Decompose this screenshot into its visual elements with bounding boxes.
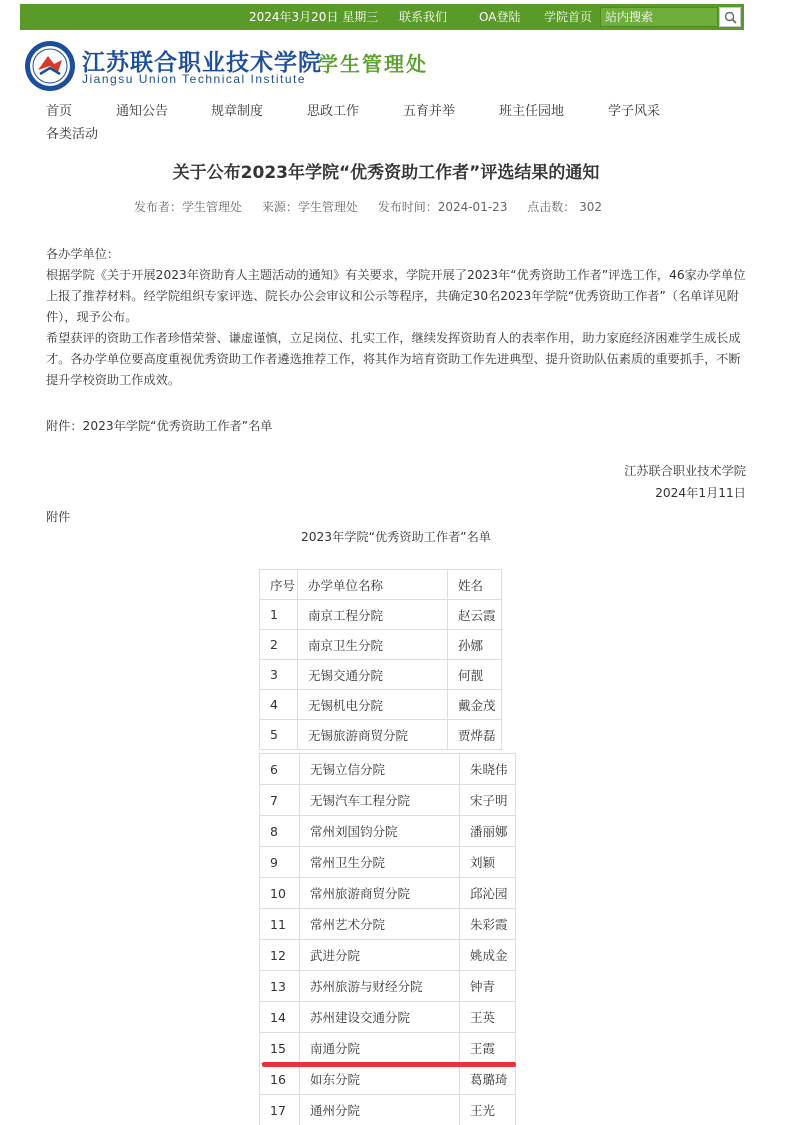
- meta-publish-time: 发布时间：2024-01-23: [377, 200, 508, 214]
- signature-date: 2024年1月11日: [655, 486, 746, 500]
- cell-unit: 南京卫生分院: [298, 630, 448, 660]
- nav-item-activities[interactable]: 各类活动: [46, 127, 99, 142]
- nav-item-regulations[interactable]: 规章制度: [211, 104, 264, 119]
- nav-item-class-teacher[interactable]: 班主任园地: [499, 104, 565, 119]
- meta-publisher: 发布者：学生管理处: [134, 200, 243, 214]
- salutation: 各办学单位：: [46, 247, 120, 261]
- cell-unit: 南京工程分院: [298, 600, 448, 630]
- paragraph-2: 希望获评的资助工作者珍惜荣誉、谦虚谨慎，立足岗位、扎实工作，继续发挥资助育人的表率作用，助力家庭经济困难学生成长成才。各办学单位要高度重视优秀资助工作者遴选推荐工作，将其作为培育资助工作先进典型、提升资助队伍素质的重要抓手，不断提升学校资助工作成效。: [46, 331, 741, 387]
- cell-name: 朱彩霞: [460, 909, 516, 940]
- cell-unit: 无锡汽车工程分院: [300, 785, 460, 816]
- cell-name: 孙娜: [448, 630, 502, 660]
- table-row: [260, 600, 502, 630]
- cell-index: 9: [260, 847, 300, 878]
- cell-unit: 常州刘国钧分院: [300, 816, 460, 847]
- cell-index: 6: [260, 754, 300, 785]
- attachment-label: 附件: [46, 510, 71, 524]
- school-name-en: Jiangsu Union Technical Institute: [82, 72, 307, 86]
- meta-source: 来源：学生管理处: [261, 200, 358, 214]
- nav-item-student-style[interactable]: 学子风采: [608, 104, 661, 119]
- search-icon: [724, 11, 737, 24]
- cell-name: 赵云霞: [448, 600, 502, 630]
- search-button[interactable]: [719, 7, 741, 27]
- table-header-row: [260, 570, 502, 600]
- signature-org: 江苏联合职业技术学院: [624, 464, 746, 478]
- list-title: 2023年学院“优秀资助工作者”名单: [301, 530, 491, 544]
- cell-unit: 武进分院: [300, 940, 460, 971]
- cell-name: 贾烨磊: [448, 720, 502, 750]
- cell-unit: 无锡立信分院: [300, 754, 460, 785]
- cell-unit: 常州旅游商贸分院: [300, 878, 460, 909]
- contact-us-link[interactable]: 联系我们: [399, 10, 448, 24]
- main-nav: [0, 98, 794, 144]
- attachment-line: 附件：2023年学院“优秀资助工作者”名单: [46, 419, 273, 433]
- current-date: 2024年3月20日 星期三: [249, 10, 379, 24]
- table-row: [260, 878, 516, 909]
- college-home-link[interactable]: 学院首页: [544, 10, 593, 24]
- cell-name: 钟青: [460, 971, 516, 1002]
- oa-login-link[interactable]: OA登陆: [479, 10, 521, 24]
- cell-index: 17: [260, 1095, 300, 1125]
- cell-unit: 无锡交通分院: [298, 660, 448, 690]
- cell-index: 4: [260, 690, 298, 720]
- cell-unit: 无锡机电分院: [298, 690, 448, 720]
- cell-unit: 无锡旅游商贸分院: [298, 720, 448, 750]
- table-row: [260, 1064, 516, 1095]
- paragraph-1: 根据学院《关于开展2023年资助育人主题活动的通知》有关要求，学院开展了2023年“优秀资助工作者”评选工作，46家办学单位上报了推荐材料。经学院组织专家评选、院长办公会审议和公示等程序，共确定30名2023年学院“优秀资助工作者”（名单详见附件），现予公布。: [46, 268, 746, 324]
- table-row: [260, 940, 516, 971]
- nav-item-five-education[interactable]: 五育并举: [403, 104, 456, 119]
- table-row: [260, 909, 516, 940]
- cell-index: 16: [260, 1064, 300, 1095]
- site-search-input[interactable]: [600, 7, 718, 27]
- cell-name: 葛璐琦: [460, 1064, 516, 1095]
- cell-name: 宋子明: [460, 785, 516, 816]
- red-underline-annotation: [262, 1062, 516, 1067]
- article-title: 关于公布2023年学院“优秀资助工作者”评选结果的通知: [172, 163, 600, 183]
- table-row: [260, 1033, 516, 1064]
- table-row: [260, 690, 502, 720]
- cell-name: 潘丽娜: [460, 816, 516, 847]
- table-row: [260, 816, 516, 847]
- table-row: [260, 660, 502, 690]
- cell-name: 姚成金: [460, 940, 516, 971]
- cell-index: 1: [260, 600, 298, 630]
- cell-unit: 常州卫生分院: [300, 847, 460, 878]
- cell-name: 刘颖: [460, 847, 516, 878]
- header-index: 序号: [260, 570, 298, 600]
- nav-item-home[interactable]: 首页: [46, 104, 73, 119]
- table-row: [260, 720, 502, 750]
- cell-name: 朱晓伟: [460, 754, 516, 785]
- awardees-table-part-1: [259, 569, 502, 750]
- header-unit: 办学单位名称: [298, 570, 448, 600]
- cell-unit: 南通分院: [300, 1033, 460, 1064]
- nav-item-notices[interactable]: 通知公告: [116, 104, 169, 119]
- cell-name: 邱沁园: [460, 878, 516, 909]
- cell-name: 何靓: [448, 660, 502, 690]
- cell-name: 王英: [460, 1002, 516, 1033]
- school-name-cn: 江苏联合职业技术学院: [82, 49, 322, 76]
- header-name: 姓名: [448, 570, 502, 600]
- cell-index: 12: [260, 940, 300, 971]
- table-row: [260, 971, 516, 1002]
- cell-unit: 苏州旅游与财经分院: [300, 971, 460, 1002]
- cell-index: 14: [260, 1002, 300, 1033]
- table-row: [260, 1002, 516, 1033]
- cell-index: 15: [260, 1033, 300, 1064]
- cell-unit: 如东分院: [300, 1064, 460, 1095]
- cell-name: 王霞: [460, 1033, 516, 1064]
- table-row: [260, 847, 516, 878]
- table-row: [260, 754, 516, 785]
- cell-index: 2: [260, 630, 298, 660]
- cell-name: 王光: [460, 1095, 516, 1125]
- cell-index: 8: [260, 816, 300, 847]
- cell-unit: 通州分院: [300, 1095, 460, 1125]
- cell-index: 5: [260, 720, 298, 750]
- cell-name: 戴金茂: [448, 690, 502, 720]
- top-bar: [20, 4, 744, 30]
- cell-index: 3: [260, 660, 298, 690]
- cell-unit: 常州艺术分院: [300, 909, 460, 940]
- cell-index: 10: [260, 878, 300, 909]
- meta-clicks: 点击数： 302: [527, 200, 602, 214]
- cell-index: 13: [260, 971, 300, 1002]
- cell-unit: 苏州建设交通分院: [300, 1002, 460, 1033]
- department-name: 学生管理处: [318, 52, 428, 76]
- article-meta: [0, 198, 736, 215]
- cell-index: 11: [260, 909, 300, 940]
- table-row: [260, 785, 516, 816]
- table-row: [260, 630, 502, 660]
- nav-item-ideology[interactable]: 思政工作: [307, 104, 360, 119]
- school-logo-icon[interactable]: [24, 40, 76, 92]
- cell-index: 7: [260, 785, 300, 816]
- table-row: [260, 1095, 516, 1125]
- awardees-table-part-2: [259, 753, 516, 1125]
